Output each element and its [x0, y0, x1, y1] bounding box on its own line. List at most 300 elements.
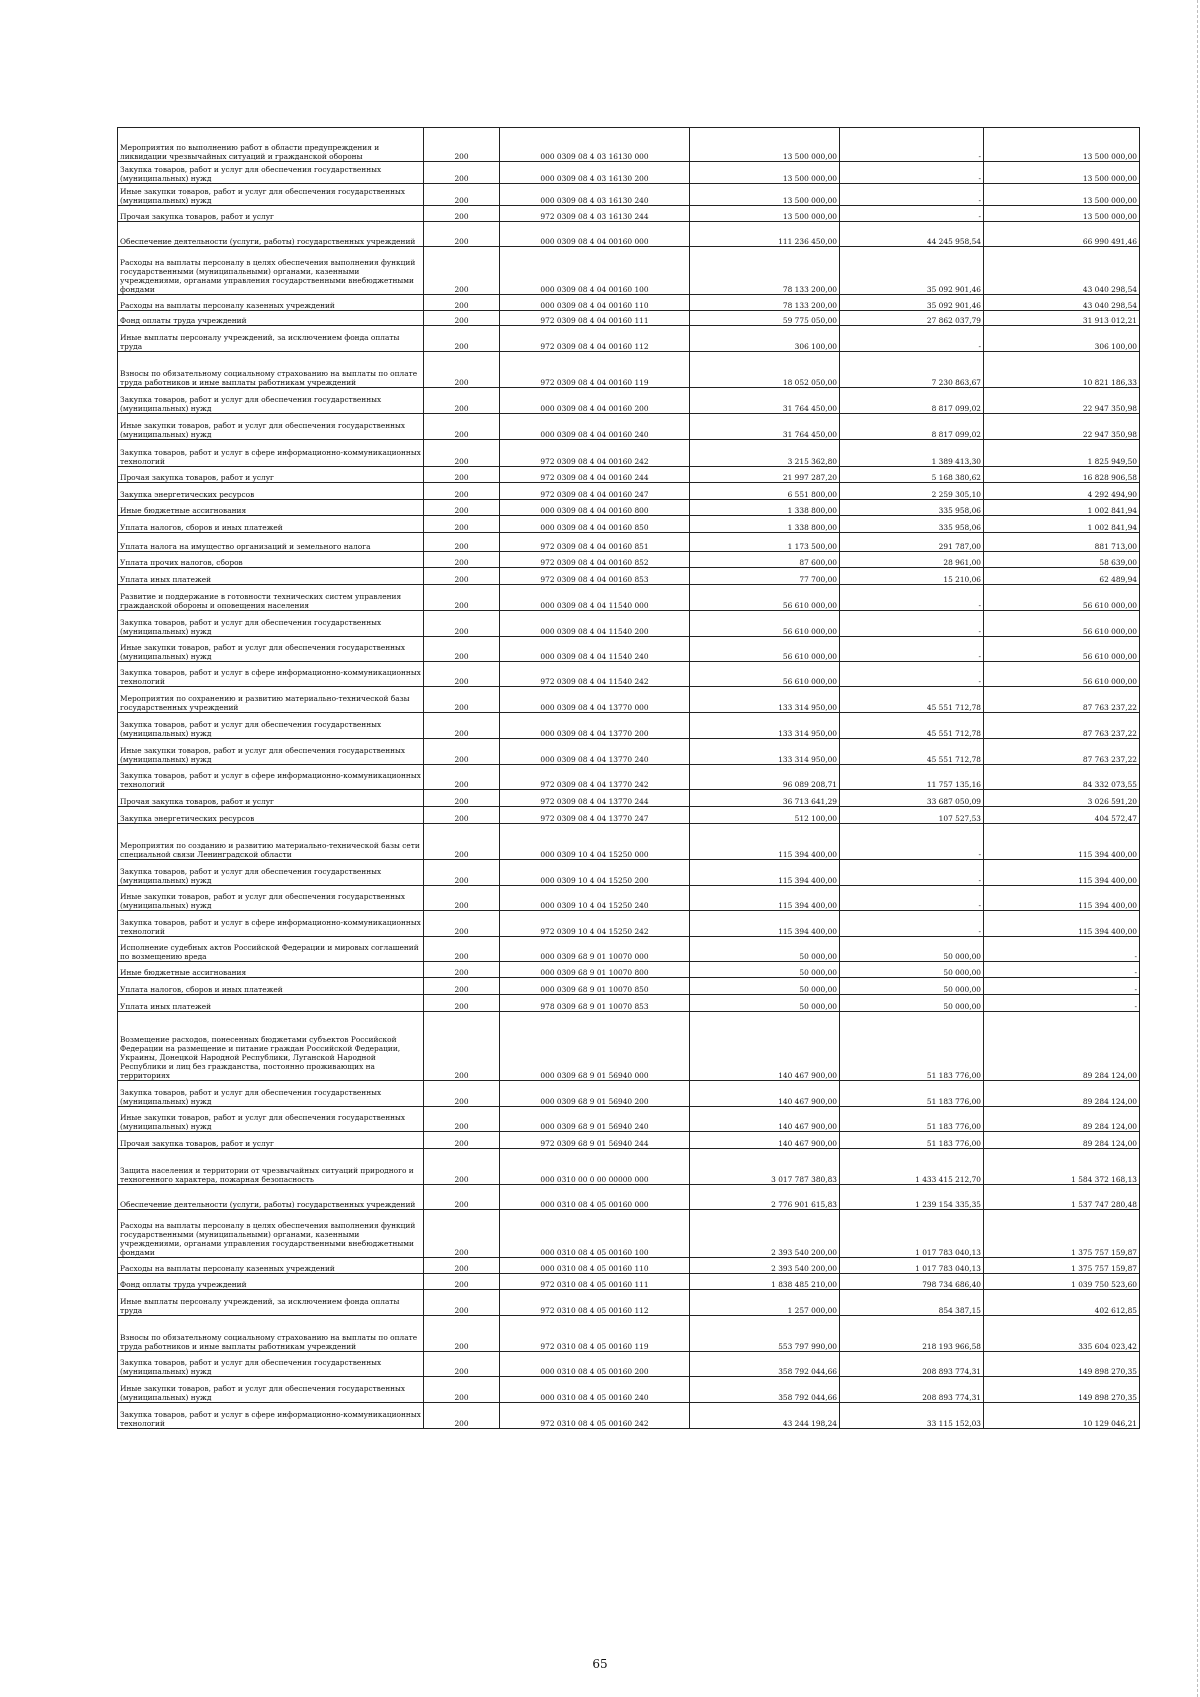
table-row — [118, 637, 1140, 662]
executed-amount: - — [840, 886, 984, 911]
line-code: 200 — [424, 500, 500, 516]
executed-amount: 107 527,53 — [840, 807, 984, 824]
budget-classification-code: 000 0309 08 4 04 13770 200 — [500, 713, 690, 739]
line-code: 200 — [424, 1149, 500, 1185]
executed-amount: 854 387,15 — [840, 1290, 984, 1316]
budget-classification-code: 972 0309 08 4 04 00160 851 — [500, 533, 690, 552]
unexecuted-amount: 1 537 747 280,48 — [984, 1185, 1140, 1210]
executed-amount: 50 000,00 — [840, 962, 984, 978]
line-code: 200 — [424, 739, 500, 765]
line-code: 200 — [424, 326, 500, 352]
executed-amount: 11 757 135,16 — [840, 765, 984, 790]
line-code: 200 — [424, 995, 500, 1012]
executed-amount: 50 000,00 — [840, 937, 984, 962]
table-row — [118, 1081, 1140, 1107]
line-item-name: Фонд оплаты труда учреждений — [118, 1274, 424, 1290]
table-row — [118, 483, 1140, 500]
table-row — [118, 1185, 1140, 1210]
line-item-name: Взносы по обязательному социальному страхованию на выплаты по оплате труда работников и иные выплаты работникам учреждений — [118, 352, 424, 388]
executed-amount: 798 734 686,40 — [840, 1274, 984, 1290]
approved-amount: 1 838 485 210,00 — [690, 1274, 840, 1290]
executed-amount: 1 017 783 040,13 — [840, 1258, 984, 1274]
budget-classification-code: 972 0309 68 9 01 56940 244 — [500, 1132, 690, 1149]
approved-amount: 358 792 044,66 — [690, 1377, 840, 1403]
line-code: 200 — [424, 911, 500, 937]
budget-classification-code: 000 0310 08 4 05 00160 240 — [500, 1377, 690, 1403]
table-row — [118, 790, 1140, 807]
line-item-name: Закупка товаров, работ и услуг в сфере информационно-коммуникационных технологий — [118, 911, 424, 937]
unexecuted-amount: 1 039 750 523,60 — [984, 1274, 1140, 1290]
executed-amount: - — [840, 911, 984, 937]
executed-amount: 44 245 958,54 — [840, 222, 984, 247]
budget-classification-code: 000 0309 08 4 04 00160 000 — [500, 222, 690, 247]
table-body — [118, 128, 1140, 1429]
line-code: 200 — [424, 552, 500, 568]
approved-amount: 78 133 200,00 — [690, 247, 840, 295]
unexecuted-amount: 1 375 757 159,87 — [984, 1210, 1140, 1258]
unexecuted-amount: 881 713,00 — [984, 533, 1140, 552]
table-row — [118, 1012, 1140, 1081]
line-item-name: Прочая закупка товаров, работ и услуг — [118, 1132, 424, 1149]
budget-classification-code: 972 0309 08 4 04 00160 244 — [500, 467, 690, 483]
approved-amount: 50 000,00 — [690, 995, 840, 1012]
budget-classification-code: 972 0309 08 4 04 00160 111 — [500, 311, 690, 326]
approved-amount: 111 236 450,00 — [690, 222, 840, 247]
line-item-name: Иные выплаты персоналу учреждений, за исключением фонда оплаты труда — [118, 326, 424, 352]
approved-amount: 1 338 800,00 — [690, 516, 840, 533]
executed-amount: 335 958,06 — [840, 516, 984, 533]
executed-amount: 8 817 099,02 — [840, 388, 984, 414]
executed-amount: - — [840, 184, 984, 206]
line-item-name: Уплата иных платежей — [118, 568, 424, 585]
line-item-name: Закупка энергетических ресурсов — [118, 807, 424, 824]
unexecuted-amount: 87 763 237,22 — [984, 713, 1140, 739]
table-row — [118, 824, 1140, 860]
approved-amount: 1 257 000,00 — [690, 1290, 840, 1316]
line-code: 200 — [424, 1274, 500, 1290]
line-code: 200 — [424, 1316, 500, 1352]
budget-classification-code: 000 0309 08 4 03 16130 240 — [500, 184, 690, 206]
line-item-name: Уплата налогов, сборов и иных платежей — [118, 516, 424, 533]
line-code: 200 — [424, 568, 500, 585]
line-code: 200 — [424, 807, 500, 824]
approved-amount: 358 792 044,66 — [690, 1352, 840, 1377]
approved-amount: 18 052 050,00 — [690, 352, 840, 388]
executed-amount: 45 551 712,78 — [840, 739, 984, 765]
unexecuted-amount: 66 990 491,46 — [984, 222, 1140, 247]
table-row — [118, 162, 1140, 184]
approved-amount: 115 394 400,00 — [690, 824, 840, 860]
budget-classification-code: 000 0309 08 4 04 00160 850 — [500, 516, 690, 533]
unexecuted-amount: 89 284 124,00 — [984, 1081, 1140, 1107]
unexecuted-amount: 56 610 000,00 — [984, 611, 1140, 637]
line-code: 200 — [424, 662, 500, 687]
unexecuted-amount: 4 292 494,90 — [984, 483, 1140, 500]
unexecuted-amount: 1 375 757 159,87 — [984, 1258, 1140, 1274]
unexecuted-amount: 10 821 186,33 — [984, 352, 1140, 388]
approved-amount: 87 600,00 — [690, 552, 840, 568]
budget-execution-table — [117, 127, 1140, 1429]
approved-amount: 3 017 787 380,83 — [690, 1149, 840, 1185]
line-item-name: Расходы на выплаты персоналу казенных учреждений — [118, 295, 424, 311]
budget-classification-code: 972 0309 08 4 04 00160 119 — [500, 352, 690, 388]
line-code: 200 — [424, 1081, 500, 1107]
line-code: 200 — [424, 962, 500, 978]
line-code: 200 — [424, 516, 500, 533]
unexecuted-amount: 89 284 124,00 — [984, 1012, 1140, 1081]
executed-amount: - — [840, 128, 984, 162]
table-row — [118, 326, 1140, 352]
budget-classification-code: 972 0310 08 4 05 00160 119 — [500, 1316, 690, 1352]
table-row — [118, 962, 1140, 978]
table-row — [118, 585, 1140, 611]
executed-amount: 51 183 776,00 — [840, 1012, 984, 1081]
executed-amount: 335 958,06 — [840, 500, 984, 516]
line-item-name: Обеспечение деятельности (услуги, работы) государственных учреждений — [118, 1185, 424, 1210]
approved-amount: 133 314 950,00 — [690, 687, 840, 713]
line-code: 200 — [424, 937, 500, 962]
executed-amount: 33 687 050,09 — [840, 790, 984, 807]
page-number: 65 — [592, 1657, 608, 1671]
executed-amount: 7 230 863,67 — [840, 352, 984, 388]
budget-classification-code: 000 0310 08 4 05 00160 200 — [500, 1352, 690, 1377]
executed-amount: 218 193 966,58 — [840, 1316, 984, 1352]
executed-amount: 1 389 413,30 — [840, 440, 984, 467]
table-row — [118, 739, 1140, 765]
approved-amount: 140 467 900,00 — [690, 1132, 840, 1149]
unexecuted-amount: 13 500 000,00 — [984, 128, 1140, 162]
table-row — [118, 1274, 1140, 1290]
executed-amount: 1 239 154 335,35 — [840, 1185, 984, 1210]
unexecuted-amount: 404 572,47 — [984, 807, 1140, 824]
line-code: 200 — [424, 637, 500, 662]
unexecuted-amount: 13 500 000,00 — [984, 162, 1140, 184]
executed-amount: 51 183 776,00 — [840, 1132, 984, 1149]
unexecuted-amount: 115 394 400,00 — [984, 886, 1140, 911]
unexecuted-amount: 62 489,94 — [984, 568, 1140, 585]
table-row — [118, 440, 1140, 467]
approved-amount: 13 500 000,00 — [690, 162, 840, 184]
table-row — [118, 1403, 1140, 1429]
table-row — [118, 765, 1140, 790]
budget-classification-code: 000 0309 68 9 01 10070 800 — [500, 962, 690, 978]
line-code: 200 — [424, 388, 500, 414]
executed-amount: 1 433 415 212,70 — [840, 1149, 984, 1185]
table-row — [118, 1377, 1140, 1403]
budget-classification-code: 000 0310 08 4 05 00160 000 — [500, 1185, 690, 1210]
line-code: 200 — [424, 713, 500, 739]
line-item-name: Прочая закупка товаров, работ и услуг — [118, 467, 424, 483]
executed-amount: - — [840, 637, 984, 662]
line-item-name: Иные закупки товаров, работ и услуг для обеспечения государственных (муниципальных) нужд — [118, 184, 424, 206]
unexecuted-amount: 1 002 841,94 — [984, 516, 1140, 533]
line-item-name: Мероприятия по сохранению и развитию материально-технической базы государственных учреждений — [118, 687, 424, 713]
approved-amount: 50 000,00 — [690, 962, 840, 978]
line-code: 200 — [424, 1132, 500, 1149]
approved-amount: 133 314 950,00 — [690, 739, 840, 765]
line-item-name: Возмещение расходов, понесенных бюджетами субъектов Российской Федерации на размещение и питание граждан Российской Федерации, Украины, Донецкой Народной Республики, Луганской Народной Республики и лиц без гражданства, постоянно проживающих на территориях — [118, 1012, 424, 1081]
table-row — [118, 1290, 1140, 1316]
executed-amount: 51 183 776,00 — [840, 1107, 984, 1132]
line-item-name: Фонд оплаты труда учреждений — [118, 311, 424, 326]
unexecuted-amount: - — [984, 995, 1140, 1012]
approved-amount: 78 133 200,00 — [690, 295, 840, 311]
approved-amount: 1 338 800,00 — [690, 500, 840, 516]
table-row — [118, 1132, 1140, 1149]
line-code: 200 — [424, 1377, 500, 1403]
executed-amount: 27 862 037,79 — [840, 311, 984, 326]
table-row — [118, 311, 1140, 326]
approved-amount: 59 775 050,00 — [690, 311, 840, 326]
executed-amount: 35 092 901,46 — [840, 247, 984, 295]
budget-classification-code: 972 0310 08 4 05 00160 111 — [500, 1274, 690, 1290]
line-code: 200 — [424, 585, 500, 611]
approved-amount: 13 500 000,00 — [690, 184, 840, 206]
table-row — [118, 1258, 1140, 1274]
table-row — [118, 128, 1140, 162]
line-code: 200 — [424, 1012, 500, 1081]
table-row — [118, 978, 1140, 995]
approved-amount: 13 500 000,00 — [690, 128, 840, 162]
table-row — [118, 467, 1140, 483]
executed-amount: 45 551 712,78 — [840, 687, 984, 713]
unexecuted-amount: 402 612,85 — [984, 1290, 1140, 1316]
line-item-name: Иные выплаты персоналу учреждений, за исключением фонда оплаты труда — [118, 1290, 424, 1316]
approved-amount: 56 610 000,00 — [690, 611, 840, 637]
budget-classification-code: 000 0309 10 4 04 15250 200 — [500, 860, 690, 886]
unexecuted-amount: 335 604 023,42 — [984, 1316, 1140, 1352]
budget-classification-code: 000 0309 08 4 04 11540 000 — [500, 585, 690, 611]
table-row — [118, 184, 1140, 206]
line-code: 200 — [424, 687, 500, 713]
line-code: 200 — [424, 790, 500, 807]
budget-classification-code: 978 0309 68 9 01 10070 853 — [500, 995, 690, 1012]
line-item-name: Иные закупки товаров, работ и услуг для обеспечения государственных (муниципальных) нужд — [118, 1377, 424, 1403]
budget-classification-code: 000 0310 08 4 05 00160 100 — [500, 1210, 690, 1258]
table-row — [118, 687, 1140, 713]
budget-classification-code: 972 0309 08 4 04 00160 112 — [500, 326, 690, 352]
executed-amount: - — [840, 585, 984, 611]
unexecuted-amount: 115 394 400,00 — [984, 824, 1140, 860]
line-item-name: Иные закупки товаров, работ и услуг для обеспечения государственных (муниципальных) нужд — [118, 637, 424, 662]
table-row — [118, 1352, 1140, 1377]
line-code: 200 — [424, 414, 500, 440]
budget-classification-code: 000 0309 68 9 01 10070 850 — [500, 978, 690, 995]
unexecuted-amount: 16 828 906,58 — [984, 467, 1140, 483]
budget-classification-code: 972 0309 08 4 04 00160 242 — [500, 440, 690, 467]
table-row — [118, 807, 1140, 824]
line-item-name: Иные закупки товаров, работ и услуг для обеспечения государственных (муниципальных) нужд — [118, 886, 424, 911]
line-item-name: Закупка товаров, работ и услуг для обеспечения государственных (муниципальных) нужд — [118, 611, 424, 637]
approved-amount: 140 467 900,00 — [690, 1107, 840, 1132]
executed-amount: 1 017 783 040,13 — [840, 1210, 984, 1258]
executed-amount: - — [840, 611, 984, 637]
line-item-name: Иные закупки товаров, работ и услуг для обеспечения государственных (муниципальных) нужд — [118, 414, 424, 440]
unexecuted-amount: 89 284 124,00 — [984, 1132, 1140, 1149]
line-item-name: Расходы на выплаты персоналу казенных учреждений — [118, 1258, 424, 1274]
executed-amount: 35 092 901,46 — [840, 295, 984, 311]
unexecuted-amount: 87 763 237,22 — [984, 687, 1140, 713]
unexecuted-amount: 43 040 298,54 — [984, 247, 1140, 295]
approved-amount: 2 393 540 200,00 — [690, 1210, 840, 1258]
executed-amount: 51 183 776,00 — [840, 1081, 984, 1107]
scan-edge-line — [1196, 0, 1198, 1697]
unexecuted-amount: 115 394 400,00 — [984, 911, 1140, 937]
budget-classification-code: 972 0309 08 4 04 00160 247 — [500, 483, 690, 500]
unexecuted-amount: - — [984, 962, 1140, 978]
budget-classification-code: 000 0309 08 4 04 00160 110 — [500, 295, 690, 311]
line-item-name: Закупка товаров, работ и услуг в сфере информационно-коммуникационных технологий — [118, 765, 424, 790]
unexecuted-amount: 13 500 000,00 — [984, 206, 1140, 222]
table-row — [118, 247, 1140, 295]
line-code: 200 — [424, 222, 500, 247]
line-code: 200 — [424, 467, 500, 483]
line-item-name: Прочая закупка товаров, работ и услуг — [118, 790, 424, 807]
approved-amount: 140 467 900,00 — [690, 1081, 840, 1107]
budget-classification-code: 972 0309 08 4 04 00160 852 — [500, 552, 690, 568]
unexecuted-amount: 10 129 046,21 — [984, 1403, 1140, 1429]
line-item-name: Уплата прочих налогов, сборов — [118, 552, 424, 568]
unexecuted-amount: 58 639,00 — [984, 552, 1140, 568]
line-item-name: Закупка товаров, работ и услуг для обеспечения государственных (муниципальных) нужд — [118, 162, 424, 184]
line-item-name: Взносы по обязательному социальному страхованию на выплаты по оплате труда работников и иные выплаты работникам учреждений — [118, 1316, 424, 1352]
unexecuted-amount: 84 332 073,55 — [984, 765, 1140, 790]
table-row — [118, 533, 1140, 552]
line-item-name: Закупка товаров, работ и услуг для обеспечения государственных (муниципальных) нужд — [118, 1081, 424, 1107]
unexecuted-amount: 1 825 949,50 — [984, 440, 1140, 467]
approved-amount: 96 089 208,71 — [690, 765, 840, 790]
line-code: 200 — [424, 1258, 500, 1274]
executed-amount: - — [840, 326, 984, 352]
line-item-name: Закупка товаров, работ и услуг для обеспечения государственных (муниципальных) нужд — [118, 1352, 424, 1377]
line-item-name: Обеспечение деятельности (услуги, работы) государственных учреждений — [118, 222, 424, 247]
budget-classification-code: 000 0309 08 4 04 11540 200 — [500, 611, 690, 637]
line-code: 200 — [424, 483, 500, 500]
unexecuted-amount: 56 610 000,00 — [984, 585, 1140, 611]
line-item-name: Иные бюджетные ассигнования — [118, 962, 424, 978]
table-row — [118, 1210, 1140, 1258]
budget-classification-code: 972 0309 10 4 04 15250 242 — [500, 911, 690, 937]
approved-amount: 36 713 641,29 — [690, 790, 840, 807]
unexecuted-amount: 1 002 841,94 — [984, 500, 1140, 516]
budget-classification-code: 000 0309 68 9 01 56940 000 — [500, 1012, 690, 1081]
unexecuted-amount: 56 610 000,00 — [984, 662, 1140, 687]
unexecuted-amount: 149 898 270,35 — [984, 1377, 1140, 1403]
budget-classification-code: 000 0309 08 4 04 00160 800 — [500, 500, 690, 516]
table-row — [118, 1107, 1140, 1132]
executed-amount: - — [840, 206, 984, 222]
executed-amount: 208 893 774,31 — [840, 1352, 984, 1377]
line-item-name: Мероприятия по выполнению работ в области предупреждения и ликвидации чрезвычайных ситуаций и гражданской обороны — [118, 128, 424, 162]
executed-amount: - — [840, 824, 984, 860]
table-row — [118, 568, 1140, 585]
approved-amount: 6 551 800,00 — [690, 483, 840, 500]
line-code: 200 — [424, 765, 500, 790]
executed-amount: 291 787,00 — [840, 533, 984, 552]
budget-classification-code: 000 0309 68 9 01 56940 200 — [500, 1081, 690, 1107]
unexecuted-amount: 22 947 350,98 — [984, 388, 1140, 414]
table-row — [118, 1316, 1140, 1352]
approved-amount: 115 394 400,00 — [690, 911, 840, 937]
budget-classification-code: 000 0309 08 4 04 13770 000 — [500, 687, 690, 713]
unexecuted-amount: 306 100,00 — [984, 326, 1140, 352]
executed-amount: 2 259 305,10 — [840, 483, 984, 500]
approved-amount: 43 244 198,24 — [690, 1403, 840, 1429]
executed-amount: - — [840, 662, 984, 687]
table-row — [118, 414, 1140, 440]
approved-amount: 115 394 400,00 — [690, 860, 840, 886]
approved-amount: 56 610 000,00 — [690, 585, 840, 611]
line-item-name: Уплата налогов, сборов и иных платежей — [118, 978, 424, 995]
table-row — [118, 911, 1140, 937]
executed-amount: 8 817 099,02 — [840, 414, 984, 440]
line-item-name: Мероприятия по созданию и развитию материально-технической базы сети специальной связи Ленинградской области — [118, 824, 424, 860]
table-row — [118, 860, 1140, 886]
line-code: 200 — [424, 1185, 500, 1210]
unexecuted-amount: - — [984, 978, 1140, 995]
approved-amount: 3 215 362,80 — [690, 440, 840, 467]
line-code: 200 — [424, 860, 500, 886]
line-item-name: Закупка товаров, работ и услуг в сфере информационно-коммуникационных технологий — [118, 662, 424, 687]
line-item-name: Иные бюджетные ассигнования — [118, 500, 424, 516]
line-code: 200 — [424, 162, 500, 184]
budget-classification-code: 972 0309 08 4 04 13770 244 — [500, 790, 690, 807]
table-row — [118, 886, 1140, 911]
unexecuted-amount: 149 898 270,35 — [984, 1352, 1140, 1377]
line-code: 200 — [424, 295, 500, 311]
executed-amount: 5 168 380,62 — [840, 467, 984, 483]
approved-amount: 56 610 000,00 — [690, 662, 840, 687]
approved-amount: 140 467 900,00 — [690, 1012, 840, 1081]
line-item-name: Закупка товаров, работ и услуг для обеспечения государственных (муниципальных) нужд — [118, 713, 424, 739]
line-item-name: Иные закупки товаров, работ и услуг для обеспечения государственных (муниципальных) нужд — [118, 1107, 424, 1132]
budget-classification-code: 000 0310 00 0 00 00000 000 — [500, 1149, 690, 1185]
approved-amount: 306 100,00 — [690, 326, 840, 352]
approved-amount: 2 393 540 200,00 — [690, 1258, 840, 1274]
line-item-name: Развитие и поддержание в готовности технических систем управления гражданской обороны и оповещения населения — [118, 585, 424, 611]
table-row — [118, 516, 1140, 533]
table-row — [118, 500, 1140, 516]
budget-classification-code: 972 0309 08 4 04 13770 247 — [500, 807, 690, 824]
line-code: 200 — [424, 533, 500, 552]
executed-amount: 45 551 712,78 — [840, 713, 984, 739]
approved-amount: 1 173 500,00 — [690, 533, 840, 552]
table-row — [118, 611, 1140, 637]
line-item-name: Прочая закупка товаров, работ и услуг — [118, 206, 424, 222]
unexecuted-amount: 43 040 298,54 — [984, 295, 1140, 311]
executed-amount: 50 000,00 — [840, 978, 984, 995]
unexecuted-amount: 22 947 350,98 — [984, 414, 1140, 440]
line-item-name: Закупка товаров, работ и услуг для обеспечения государственных (муниципальных) нужд — [118, 388, 424, 414]
line-code: 200 — [424, 184, 500, 206]
budget-classification-code: 972 0309 08 4 03 16130 244 — [500, 206, 690, 222]
line-item-name: Уплата налога на имущество организаций и земельного налога — [118, 533, 424, 552]
line-code: 200 — [424, 128, 500, 162]
table-row — [118, 1149, 1140, 1185]
line-code: 200 — [424, 440, 500, 467]
line-code: 200 — [424, 1107, 500, 1132]
line-code: 200 — [424, 886, 500, 911]
line-code: 200 — [424, 611, 500, 637]
line-code: 200 — [424, 247, 500, 295]
table-row — [118, 352, 1140, 388]
approved-amount: 133 314 950,00 — [690, 713, 840, 739]
line-item-name: Закупка товаров, работ и услуг в сфере информационно-коммуникационных технологий — [118, 1403, 424, 1429]
line-code: 200 — [424, 1210, 500, 1258]
table-row — [118, 662, 1140, 687]
executed-amount: 15 210,06 — [840, 568, 984, 585]
line-code: 200 — [424, 978, 500, 995]
